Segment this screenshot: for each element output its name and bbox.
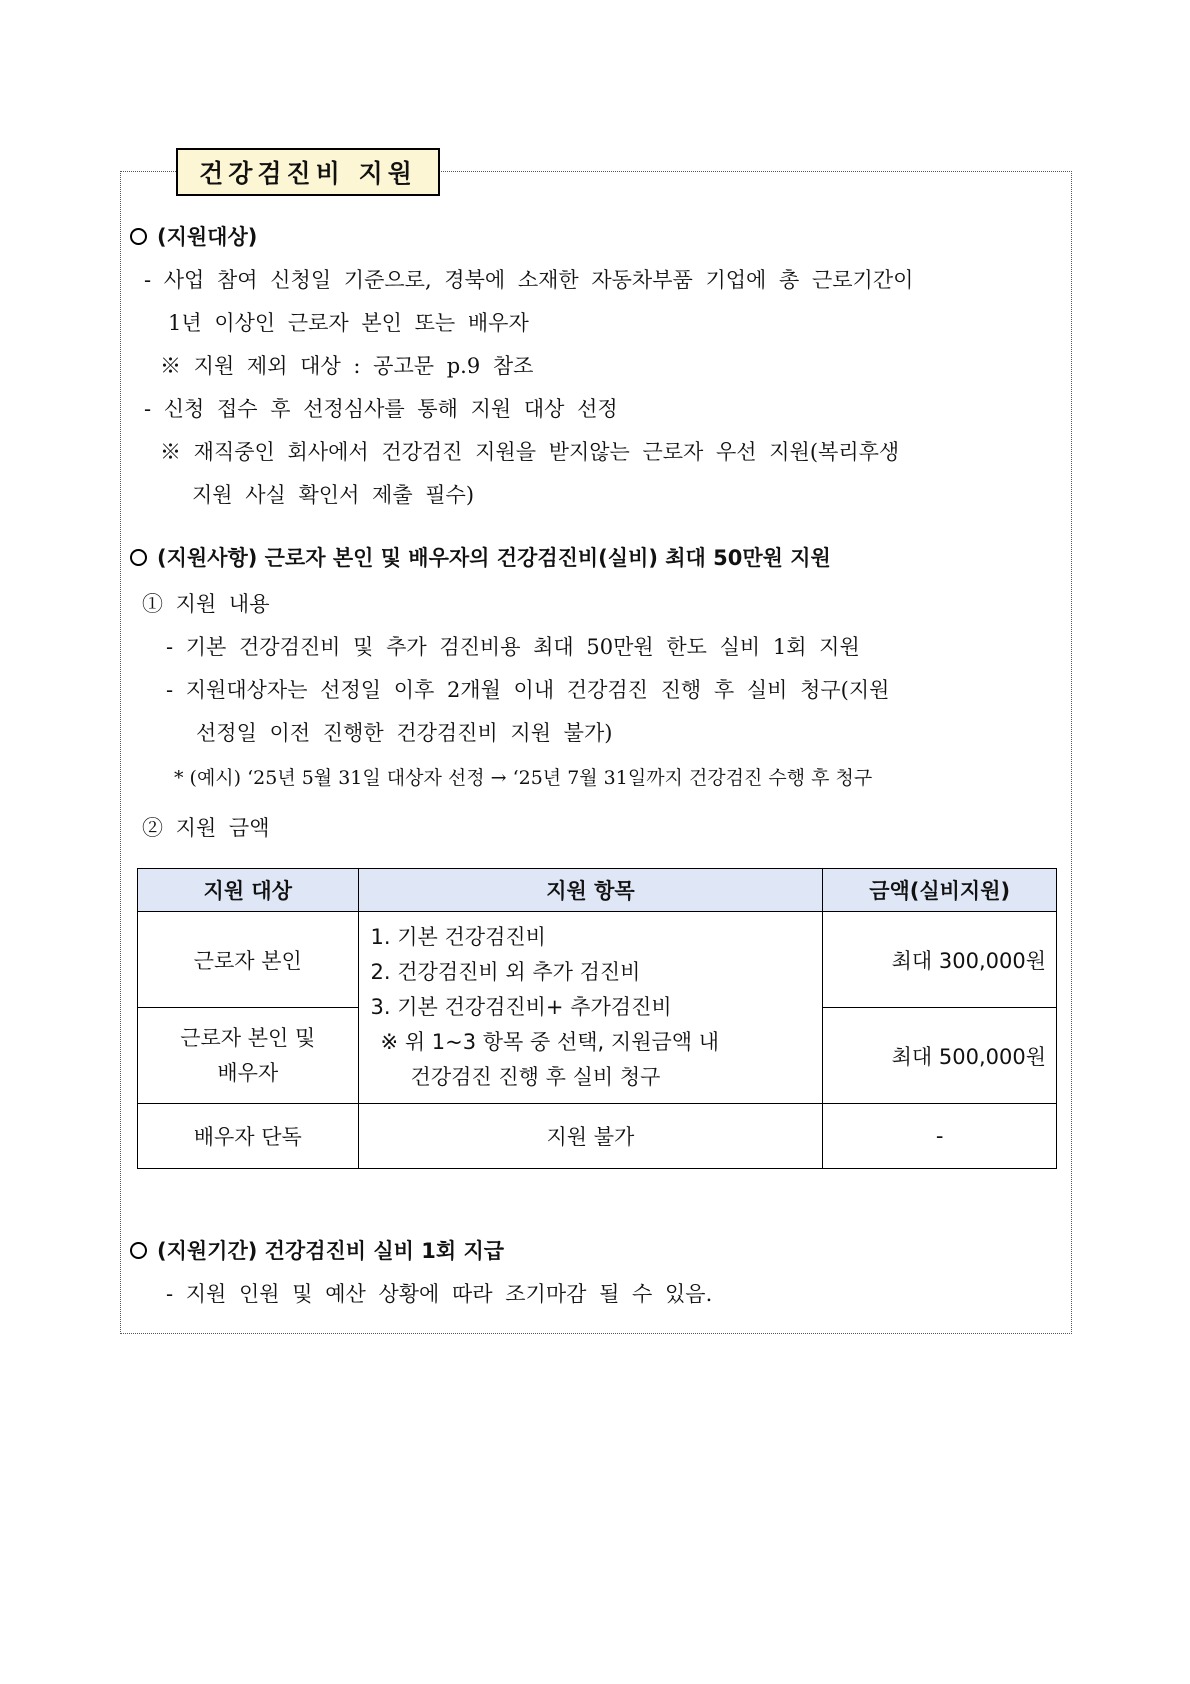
details-item-2a: - 지원대상자는 선정일 이후 2개월 이내 건강검진 진행 후 실비 청구(지원 [166,678,890,702]
target-note-1: ※ 지원 제외 대상 : 공고문 p.9 참조 [160,354,534,378]
row2-amount: 최대 500,000원 [823,1008,1057,1104]
table-row [138,1104,1057,1169]
support-item-2: 2. 건강검진비 외 추가 검진비 [370,960,641,984]
table-header-target: 지원 대상 [138,869,359,912]
support-item-1: 1. 기본 건강검진비 [370,925,546,949]
target-note-2b: 지원 사실 확인서 제출 필수) [192,483,475,507]
section-target-heading [130,222,257,252]
details-item-2b: 선정일 이전 진행한 건강검진비 지원 불가) [196,721,613,745]
period-line-1: - 지원 인원 및 예산 상황에 따라 조기마감 될 수 있음. [166,1282,713,1306]
table-row [138,912,1057,1008]
row3-target: 배우자 단독 [138,1104,359,1169]
table-header-row [138,869,1057,912]
details-sub-2: ② 지원 금액 [142,816,270,840]
details-example: * (예시) ‘25년 5월 31일 대상자 선정 → ‘25년 7월 31일까지 건강검진 수행 후 청구 [174,767,873,789]
table-header-items: 지원 항목 [358,869,823,912]
table-header-amount: 금액(실비지원) [823,869,1057,912]
circle-bullet-icon [130,549,147,566]
target-line-2: 1년 이상인 근로자 본인 또는 배우자 [168,311,529,335]
section-details-heading [130,543,831,573]
row2-target-line-b: 배우자 [217,1060,279,1085]
circle-bullet-icon [130,1242,147,1259]
row3-amount: - [823,1104,1057,1169]
details-sub-1: ① 지원 내용 [142,592,270,616]
section-details-heading-text: (지원사항) 근로자 본인 및 배우자의 건강검진비(실비) 최대 50만원 지원 [157,546,831,570]
section-period-heading-text: (지원기간) 건강검진비 실비 1회 지급 [157,1239,505,1263]
support-amount-table [137,868,1057,1169]
support-item-note-cont: 건강검진 진행 후 실비 청구 [410,1065,661,1089]
target-line-3: - 신청 접수 후 선정심사를 통해 지원 대상 선정 [144,397,618,421]
support-item-note: ※ 위 1~3 항목 중 선택, 지원금액 내 [380,1030,720,1054]
row2-target [138,1008,359,1104]
section-period-heading [130,1236,504,1266]
target-note-2a: ※ 재직중인 회사에서 건강검진 지원을 받지않는 근로자 우선 지원(복리후생 [160,440,900,464]
support-items-cell [358,912,823,1104]
row1-amount: 최대 300,000원 [823,912,1057,1008]
circle-bullet-icon [130,228,147,245]
page-title: 건강검진비 지원 [176,148,440,196]
section-target-heading-text: (지원대상) [157,225,258,249]
details-item-1: - 기본 건강검진비 및 추가 검진비용 최대 50만원 한도 실비 1회 지원 [166,635,860,659]
row2-target-line-a: 근로자 본인 및 [180,1025,316,1050]
row1-target: 근로자 본인 [138,912,359,1008]
support-item-3: 3. 기본 건강검진비+ 추가검진비 [370,995,672,1019]
row3-item: 지원 불가 [358,1104,823,1169]
target-line-1: - 사업 참여 신청일 기준으로, 경북에 소재한 자동차부품 기업에 총 근로기간이 [144,268,914,292]
